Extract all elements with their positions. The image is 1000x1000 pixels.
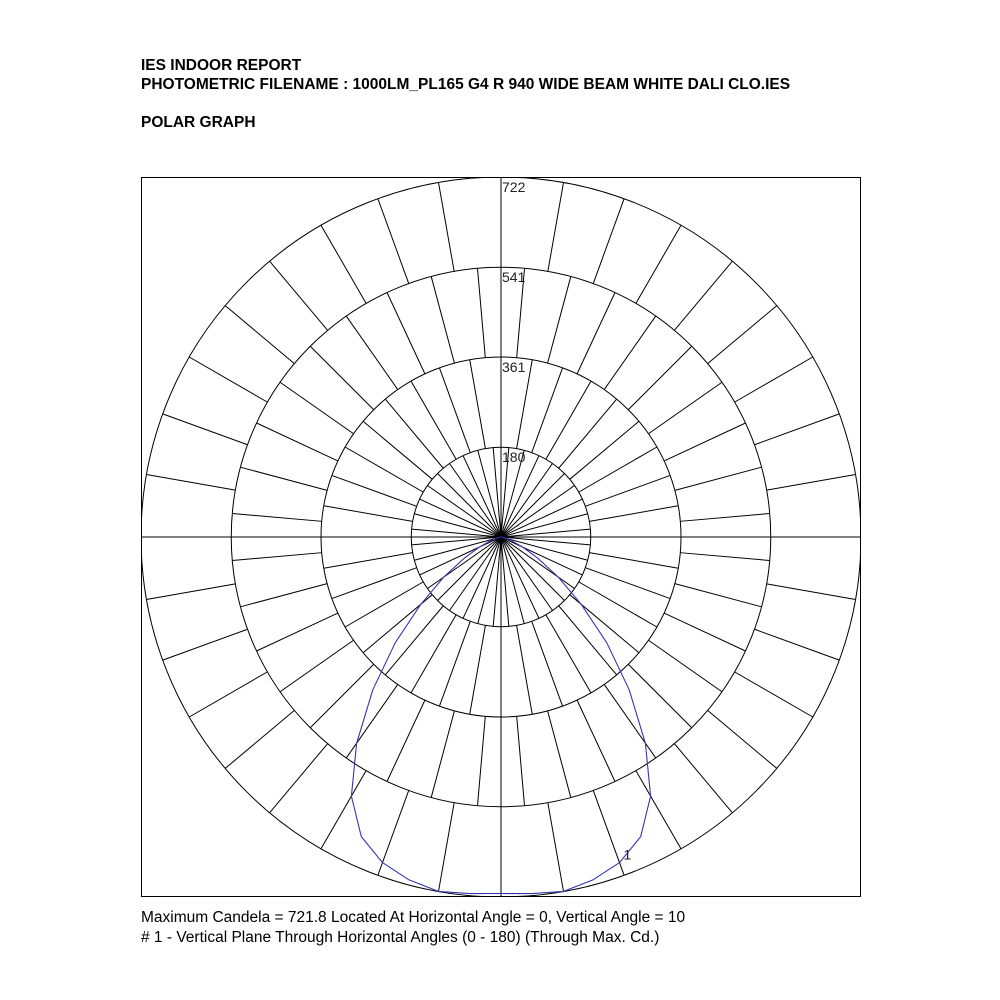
spoke	[501, 486, 575, 537]
spoke	[675, 584, 762, 607]
spoke	[363, 421, 432, 479]
spoke	[232, 553, 321, 561]
spoke	[501, 463, 552, 537]
tick-label-180: 180	[502, 449, 526, 466]
spoke	[438, 474, 501, 537]
spoke	[270, 744, 328, 813]
spoke	[604, 316, 655, 390]
spoke	[674, 261, 732, 330]
spoke	[232, 513, 321, 521]
spoke	[517, 716, 525, 805]
spoke	[332, 475, 417, 506]
spoke	[517, 625, 533, 714]
spoke	[146, 474, 235, 490]
spoke	[648, 382, 722, 433]
spoke	[589, 553, 678, 569]
spoke	[431, 276, 454, 363]
series-label-1: 1	[623, 846, 632, 863]
spoke	[767, 474, 856, 490]
spoke	[477, 716, 485, 805]
spoke	[321, 771, 366, 849]
spoke	[189, 357, 267, 402]
spoke	[439, 368, 470, 453]
spoke	[470, 360, 486, 449]
spoke	[280, 382, 354, 433]
spoke	[548, 182, 564, 271]
spoke	[345, 447, 423, 492]
spoke	[636, 225, 681, 303]
spoke	[532, 621, 563, 706]
spoke	[411, 615, 456, 693]
graph-title: POLAR GRAPH	[141, 114, 256, 131]
spoke	[579, 447, 657, 492]
spoke	[680, 553, 769, 561]
spoke	[427, 486, 501, 537]
spoke	[411, 381, 456, 459]
spoke	[270, 261, 328, 330]
spoke	[548, 276, 571, 363]
spoke	[546, 381, 591, 459]
spoke	[387, 700, 425, 781]
spoke	[501, 537, 552, 611]
spoke	[708, 306, 777, 364]
spoke	[501, 537, 575, 588]
spoke	[754, 629, 839, 660]
spoke	[450, 463, 501, 537]
spoke	[438, 803, 454, 892]
spoke	[589, 506, 678, 522]
photometric-filename: PHOTOMETRIC FILENAME : 1000LM_PL165 G4 R 940 WIDE BEAM WHITE DALI CLO.IES	[141, 76, 791, 93]
spoke	[470, 625, 486, 714]
spoke	[385, 606, 443, 675]
spoke	[324, 553, 413, 569]
spoke	[680, 513, 769, 521]
spoke	[501, 537, 564, 600]
spoke	[548, 711, 571, 798]
spoke	[240, 584, 327, 607]
spoke	[548, 803, 564, 892]
spoke	[636, 771, 681, 849]
spoke	[225, 306, 294, 364]
spoke	[501, 474, 564, 537]
spoke	[585, 475, 670, 506]
series-legend-text: # 1 - Vertical Plane Through Horizontal Angles (0 - 180) (Through Max. Cd.)	[141, 929, 660, 946]
spoke	[427, 537, 501, 588]
spoke	[346, 684, 397, 758]
spoke	[332, 568, 417, 599]
spoke	[754, 414, 839, 445]
spoke	[257, 423, 338, 461]
spoke	[570, 421, 639, 479]
spoke	[310, 346, 373, 409]
spoke	[439, 621, 470, 706]
spoke	[240, 467, 327, 490]
spoke	[735, 357, 813, 402]
spoke	[378, 199, 409, 284]
spoke	[675, 467, 762, 490]
spoke	[735, 672, 813, 717]
spoke	[146, 584, 235, 600]
spoke	[708, 710, 777, 768]
report-title: IES INDOOR REPORT	[141, 57, 302, 74]
tick-label-722: 722	[502, 179, 526, 195]
spoke	[604, 684, 655, 758]
spoke	[321, 225, 366, 303]
spoke	[163, 414, 248, 445]
polar-graph	[141, 177, 861, 897]
spoke	[477, 268, 485, 357]
spoke	[345, 582, 423, 627]
spoke	[431, 711, 454, 798]
spoke	[593, 199, 624, 284]
spoke	[767, 584, 856, 600]
spoke	[628, 346, 691, 409]
spoke	[577, 293, 615, 374]
spoke	[387, 293, 425, 374]
tick-label-361: 361	[502, 359, 526, 375]
spoke	[280, 640, 354, 691]
spoke	[664, 423, 745, 461]
max-candela-text: Maximum Candela = 721.8 Located At Horizontal Angle = 0, Vertical Angle = 10	[141, 909, 686, 926]
spoke	[664, 613, 745, 651]
spoke	[225, 710, 294, 768]
spoke	[579, 582, 657, 627]
spoke	[559, 606, 617, 675]
spoke	[674, 744, 732, 813]
spoke	[438, 182, 454, 271]
spoke	[450, 537, 501, 611]
spoke	[346, 316, 397, 390]
spoke	[585, 568, 670, 599]
spoke	[559, 399, 617, 468]
spoke	[546, 615, 591, 693]
tick-label-541: 541	[502, 269, 526, 286]
spoke	[648, 640, 722, 691]
spoke	[257, 613, 338, 651]
spoke	[577, 700, 615, 781]
spoke	[532, 368, 563, 453]
spoke	[189, 672, 267, 717]
spoke	[438, 537, 501, 600]
spoke	[324, 506, 413, 522]
spoke	[163, 629, 248, 660]
spoke	[385, 399, 443, 468]
